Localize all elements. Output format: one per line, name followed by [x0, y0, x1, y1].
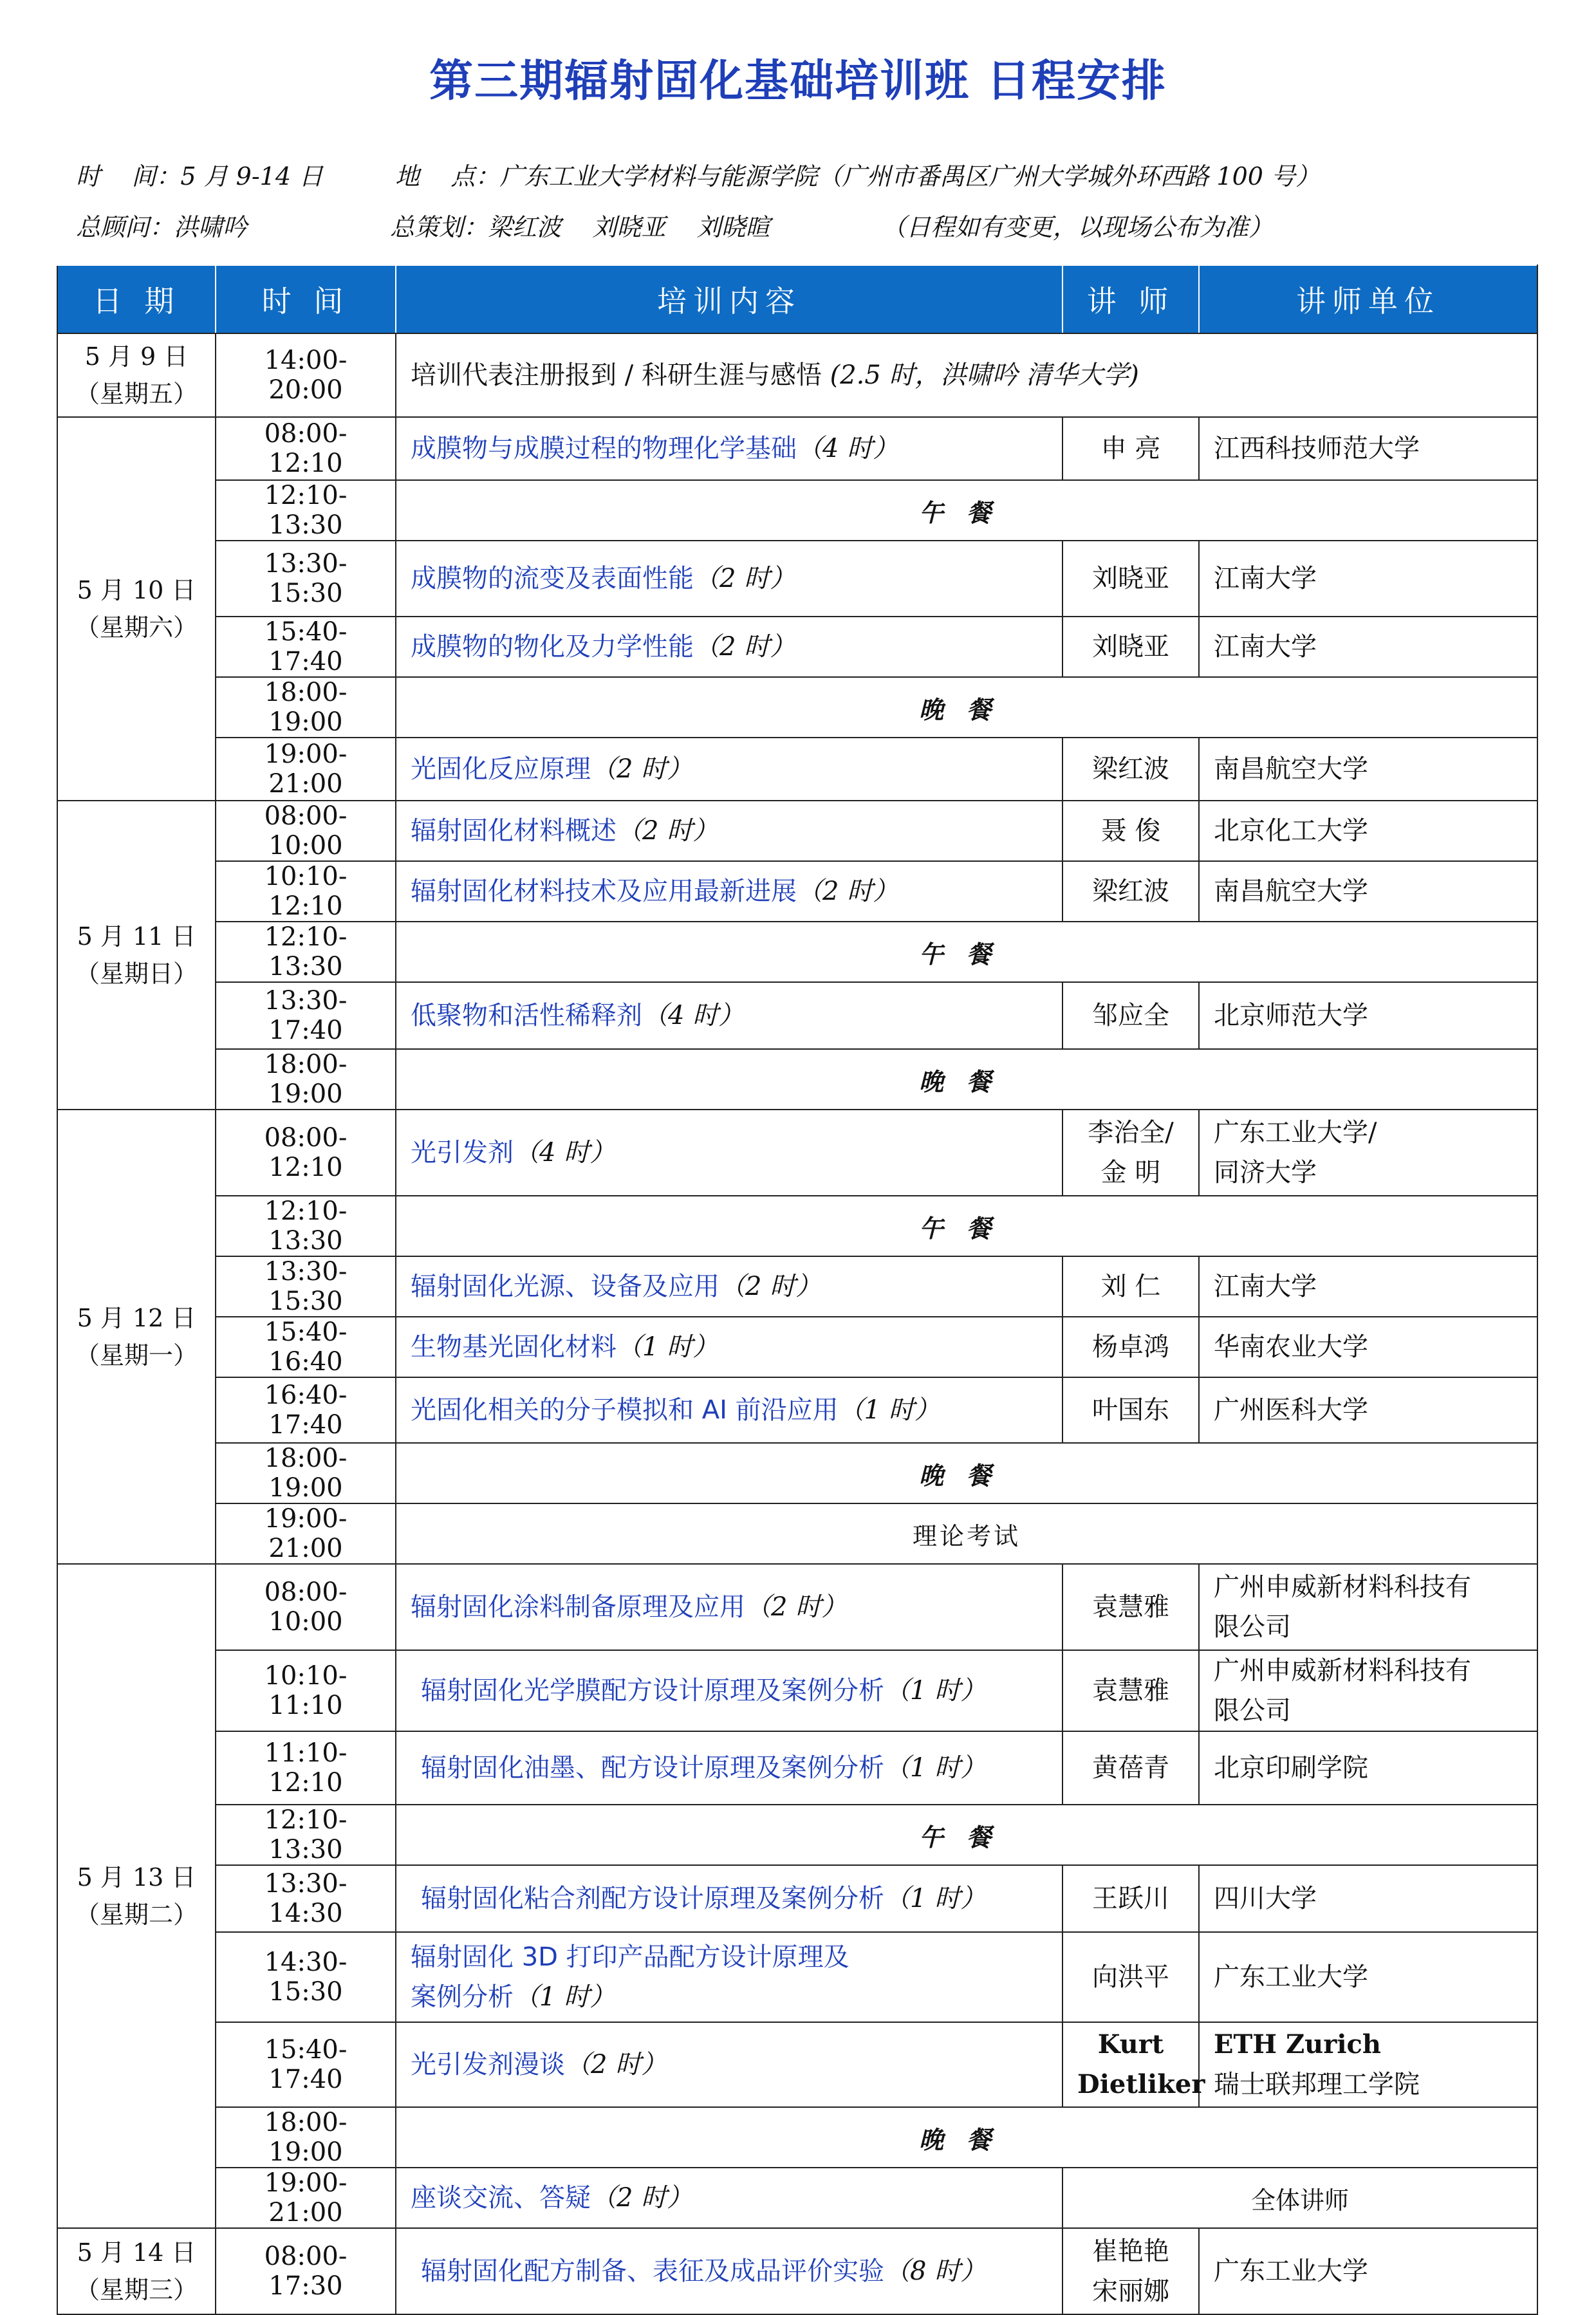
session-time: 18:00-19:00	[216, 677, 396, 738]
session-unit	[1199, 1256, 1537, 1317]
session-title-text: 辐射固化材料技术及应用最新进展	[411, 877, 797, 906]
session-time: 18:00-19:00	[216, 2107, 396, 2168]
day-cell	[57, 801, 216, 1110]
session-title	[396, 1256, 1062, 1317]
lecturer-name: 聂 俊	[1100, 816, 1161, 846]
session-time: 10:10-11:10	[216, 1650, 396, 1731]
unit-name: 北京印刷学院	[1214, 1753, 1368, 1783]
table-row	[57, 738, 1537, 801]
session-title	[396, 2022, 1062, 2107]
unit-name: 北京化工大学	[1214, 816, 1368, 846]
all-lecturers: 全体讲师	[1062, 2168, 1537, 2228]
session-lecturer	[1062, 541, 1199, 617]
table-row	[57, 982, 1537, 1049]
session-title-text: 辐射固化油墨、配方设计原理及案例分析	[421, 1753, 884, 1783]
table-row	[57, 333, 1537, 417]
lecturer-name: 刘晓亚	[1092, 564, 1169, 593]
session-title-text: 辐射固化 3D 打印产品配方设计原理及	[411, 1942, 849, 1972]
session-title	[396, 617, 1062, 677]
session-title-text: 辐射固化涂料制备原理及应用	[411, 1592, 745, 1622]
meal-break: 晚餐	[396, 2107, 1537, 2168]
session-hours: （2 时）	[591, 2183, 693, 2213]
session-lecturer	[1062, 1110, 1199, 1196]
session-time: 12:10-13:30	[216, 1805, 396, 1865]
table-row	[57, 1865, 1537, 1932]
day-cell	[57, 417, 216, 801]
session-title	[396, 801, 1062, 861]
header-time: 时 间	[216, 265, 396, 333]
session-title-text: 培训代表注册报到 / 科研生涯与感悟	[411, 360, 830, 390]
session-hours: （8 时）	[884, 2256, 987, 2286]
table-header-row	[57, 265, 1537, 333]
session-time: 11:10-12:10	[216, 1731, 396, 1805]
session-title	[396, 982, 1062, 1049]
session-lecturer	[1062, 1564, 1199, 1650]
meal-break: 午餐	[396, 1805, 1537, 1865]
session-title	[396, 1110, 1062, 1196]
session-unit	[1199, 1110, 1537, 1196]
session-time: 13:30-17:40	[216, 982, 396, 1049]
session-title	[396, 861, 1062, 922]
lecturer-name: 梁红波	[1092, 754, 1169, 784]
session-time: 13:30-15:30	[216, 541, 396, 617]
session-unit	[1199, 1317, 1537, 1377]
session-unit	[1199, 1564, 1537, 1650]
table-row	[57, 861, 1537, 922]
session-title-text: 辐射固化光学膜配方设计原理及案例分析	[421, 1676, 884, 1706]
exam-session: 理论考试	[396, 1503, 1537, 1564]
session-time: 12:10-13:30	[216, 1196, 396, 1256]
meal-break: 午餐	[396, 1196, 1537, 1256]
session-hours: （2 时）	[719, 1272, 822, 1301]
session-title	[396, 1377, 1062, 1443]
session-time: 18:00-19:00	[216, 1443, 396, 1503]
session-title	[396, 1650, 1062, 1731]
day-weekday: （星期二）	[75, 1901, 198, 1929]
day-date: 5 月 13 日	[77, 1863, 196, 1892]
session-hours: （2 时）	[797, 877, 899, 906]
page-title: 第三期辐射固化基础培训班 日程安排	[429, 56, 1167, 107]
lecturer-name: 邹应全	[1092, 1001, 1169, 1030]
session-title-text: 光引发剂漫谈	[411, 2050, 565, 2079]
lecturer-name: 王跃川	[1092, 1884, 1169, 1913]
session-time: 10:10-12:10	[216, 861, 396, 922]
table-row	[57, 2228, 1537, 2314]
unit-name: 江西科技师范大学	[1214, 434, 1420, 463]
session-hours: （2 时）	[617, 816, 719, 846]
session-time: 14:00-20:00	[216, 333, 396, 417]
session-title	[396, 333, 1537, 417]
unit-name-2: 瑞士联邦理工学院	[1214, 2070, 1420, 2099]
lecturer-name: 杨卓鸿	[1092, 1332, 1169, 1362]
session-hours: （2 时）	[694, 564, 796, 593]
meta-planners: 总策划：梁红波 刘晓亚 刘晓暄	[390, 213, 770, 241]
day-date: 5 月 10 日	[77, 576, 196, 604]
session-hours: （4 时）	[797, 434, 899, 463]
session-hours: （2 时）	[591, 754, 693, 784]
table-row	[57, 417, 1537, 480]
session-time: 15:40-16:40	[216, 1317, 396, 1377]
session-time: 16:40-17:40	[216, 1377, 396, 1443]
session-time: 18:00-19:00	[216, 1049, 396, 1110]
session-hours: （1 时）	[514, 1982, 616, 2012]
session-unit	[1199, 617, 1537, 677]
unit-name-2: 限公司	[1214, 1696, 1291, 1725]
session-title-text: 低聚物和活性稀释剂	[411, 1001, 642, 1030]
session-time: 15:40-17:40	[216, 2022, 396, 2107]
session-lecturer	[1062, 1731, 1199, 1805]
unit-name: 南昌航空大学	[1214, 754, 1368, 784]
session-title	[396, 2228, 1062, 2314]
session-title	[396, 1564, 1062, 1650]
table-row	[57, 617, 1537, 677]
session-time: 08:00-10:00	[216, 801, 396, 861]
session-unit	[1199, 417, 1537, 480]
day-date: 5 月 14 日	[77, 2238, 196, 2267]
header-unit: 讲师单位	[1199, 265, 1537, 333]
table-row	[57, 1731, 1537, 1805]
table-row	[57, 1049, 1537, 1110]
session-lecturer	[1062, 1932, 1199, 2022]
session-unit	[1199, 541, 1537, 617]
schedule-table	[57, 265, 1538, 2315]
session-lecturer	[1062, 1865, 1199, 1932]
table-row	[57, 2107, 1537, 2168]
session-lecturer	[1062, 1377, 1199, 1443]
meta-location: 地 点：广东工业大学材料与能源学院（广州市番禺区广州大学城外环西路 100 号）	[395, 162, 1321, 191]
session-title-text: 光固化反应原理	[411, 754, 591, 784]
session-time: 08:00-10:00	[216, 1564, 396, 1650]
unit-name: 广州申威新材料科技有	[1214, 1656, 1471, 1686]
table-row	[57, 1256, 1537, 1317]
session-title-text: 辐射固化光源、设备及应用	[411, 1272, 719, 1301]
unit-name: 江南大学	[1214, 1272, 1317, 1301]
day-cell	[57, 1110, 216, 1564]
session-title-text: 成膜物的物化及力学性能	[411, 632, 694, 662]
session-unit	[1199, 1650, 1537, 1731]
unit-name: 江南大学	[1214, 632, 1317, 662]
lecturer-name: 梁红波	[1092, 877, 1169, 906]
lecturer-name: 叶国东	[1092, 1395, 1169, 1425]
meal-break: 晚餐	[396, 677, 1537, 738]
session-unit	[1199, 738, 1537, 801]
unit-name: 北京师范大学	[1214, 1001, 1368, 1030]
session-hours: （1 时）	[617, 1332, 719, 1362]
session-title-text-2: 案例分析	[411, 1982, 514, 2012]
session-time: 19:00-21:00	[216, 1503, 396, 1564]
lecturer-name-2: 宋丽娜	[1092, 2276, 1169, 2306]
session-title	[396, 541, 1062, 617]
unit-name: 广州申威新材料科技有	[1214, 1572, 1471, 1602]
session-hours: （2 时）	[745, 1592, 848, 1622]
session-unit	[1199, 1932, 1537, 2022]
table-row	[57, 2022, 1537, 2107]
session-time: 13:30-15:30	[216, 1256, 396, 1317]
session-title	[396, 1865, 1062, 1932]
day-date: 5 月 9 日	[84, 342, 189, 371]
header-lecturer: 讲 师	[1062, 265, 1199, 333]
lecturer-name: 向洪平	[1092, 1962, 1169, 1992]
session-lecturer	[1062, 1317, 1199, 1377]
session-time: 14:30-15:30	[216, 1932, 396, 2022]
session-time: 19:00-21:00	[216, 2168, 396, 2228]
session-unit	[1199, 1377, 1537, 1443]
unit-name: 江南大学	[1214, 564, 1317, 593]
lecturer-name: 刘 仁	[1100, 1272, 1161, 1301]
table-row	[57, 1650, 1537, 1731]
table-row	[57, 1317, 1537, 1377]
lecturer-name: 李治全/	[1088, 1118, 1174, 1148]
session-hours: （1 时）	[838, 1395, 940, 1425]
unit-name: 广东工业大学/	[1214, 1118, 1377, 1148]
day-weekday: （星期五）	[75, 380, 198, 408]
lecturer-name: 崔艳艳	[1092, 2236, 1169, 2266]
session-hours: （2 时）	[694, 632, 796, 662]
table-row	[57, 480, 1537, 541]
lecturer-name: 申 亮	[1100, 434, 1161, 463]
table-row	[57, 801, 1537, 861]
session-unit	[1199, 861, 1537, 922]
day-cell	[57, 333, 216, 417]
table-row	[57, 1564, 1537, 1650]
session-title-text: 光固化相关的分子模拟和 AI 前沿应用	[411, 1395, 839, 1425]
session-hours: （4 时）	[642, 1001, 745, 1030]
table-row	[57, 1443, 1537, 1503]
session-hours: （1 时）	[884, 1884, 987, 1913]
session-hours: （2 时）	[565, 2050, 667, 2079]
unit-name: 广东工业大学	[1214, 2256, 1368, 2286]
lecturer-name-2: 金 明	[1100, 1158, 1161, 1187]
table-row	[57, 1932, 1537, 2022]
session-time: 08:00-17:30	[216, 2228, 396, 2314]
session-lecturer	[1062, 2022, 1205, 2107]
meal-break: 晚餐	[396, 1049, 1537, 1110]
session-time: 19:00-21:00	[216, 738, 396, 801]
table-row	[57, 541, 1537, 617]
session-title	[396, 1932, 1062, 2022]
table-row	[57, 1110, 1537, 1196]
session-title-text: 生物基光固化材料	[411, 1332, 617, 1362]
table-row	[57, 677, 1537, 738]
table-row	[57, 1196, 1537, 1256]
session-time: 12:10-13:30	[216, 922, 396, 982]
session-title-text: 成膜物与成膜过程的物理化学基础	[411, 434, 797, 463]
session-title	[396, 2168, 1062, 2228]
unit-name: 华南农业大学	[1214, 1332, 1368, 1362]
meta-time: 时 间：5 月 9-14 日	[76, 162, 324, 191]
lecturer-name: Kurt	[1097, 2029, 1164, 2059]
day-cell	[57, 1564, 216, 2228]
session-lecturer	[1062, 982, 1199, 1049]
table-row	[57, 2168, 1537, 2228]
day-date: 5 月 12 日	[77, 1304, 196, 1332]
session-title-text: 座谈交流、答疑	[411, 2183, 591, 2213]
lecturer-name: 袁慧雅	[1092, 1592, 1169, 1622]
session-title	[396, 1317, 1062, 1377]
session-time: 08:00-12:10	[216, 417, 396, 480]
day-weekday: （星期日）	[75, 960, 198, 988]
session-title-text: 辐射固化粘合剂配方设计原理及案例分析	[421, 1884, 884, 1913]
unit-name: ETH Zurich	[1214, 2029, 1381, 2059]
session-lecturer	[1062, 417, 1199, 480]
meal-break: 午餐	[396, 922, 1537, 982]
session-title-text: 辐射固化配方制备、表征及成品评价实验	[421, 2256, 884, 2286]
session-title-text: 辐射固化材料概述	[411, 816, 617, 846]
lecturer-name: 黄蓓青	[1092, 1753, 1169, 1783]
unit-name: 广州医科大学	[1214, 1395, 1368, 1425]
session-lecturer	[1062, 861, 1199, 922]
table-row	[57, 1503, 1537, 1564]
day-cell	[57, 2228, 216, 2314]
meta-change-note: （日程如有变更，以现场公布为准）	[882, 213, 1274, 241]
session-hours: (2.5 时，洪啸吟 清华大学)	[830, 360, 1139, 390]
unit-name: 四川大学	[1214, 1884, 1317, 1913]
session-unit	[1199, 1865, 1537, 1932]
session-title	[396, 738, 1062, 801]
table-row	[57, 1377, 1537, 1443]
session-time: 12:10-13:30	[216, 480, 396, 541]
session-lecturer	[1062, 2228, 1199, 2314]
session-unit	[1199, 982, 1537, 1049]
header-content: 培训内容	[396, 265, 1062, 333]
table-row	[57, 1805, 1537, 1865]
session-lecturer	[1062, 801, 1199, 861]
session-lecturer	[1062, 1256, 1199, 1317]
unit-name-2: 同济大学	[1214, 1158, 1317, 1187]
table-row	[57, 922, 1537, 982]
unit-name: 广东工业大学	[1214, 1962, 1368, 1992]
session-time: 15:40-17:40	[216, 617, 396, 677]
session-title	[396, 1731, 1062, 1805]
day-weekday: （星期一）	[75, 1341, 198, 1370]
session-unit	[1199, 2022, 1537, 2107]
day-weekday: （星期六）	[75, 613, 198, 642]
day-weekday: （星期三）	[75, 2276, 198, 2304]
session-hours: （4 时）	[514, 1138, 616, 1167]
meta-advisor: 总顾问：洪啸吟	[76, 213, 248, 241]
unit-name-2: 限公司	[1214, 1612, 1291, 1642]
session-hours: （1 时）	[884, 1676, 987, 1706]
session-title-text: 光引发剂	[411, 1138, 514, 1167]
lecturer-name-2: Dietliker	[1077, 2069, 1205, 2099]
session-time: 08:00-12:10	[216, 1110, 396, 1196]
session-unit	[1199, 801, 1537, 861]
meal-break: 午餐	[396, 480, 1537, 541]
header-date: 日 期	[57, 265, 216, 333]
unit-name: 南昌航空大学	[1214, 877, 1368, 906]
session-lecturer	[1062, 1650, 1199, 1731]
session-lecturer	[1062, 738, 1199, 801]
session-unit	[1199, 1731, 1537, 1805]
session-hours: （1 时）	[884, 1753, 987, 1783]
lecturer-name: 刘晓亚	[1092, 632, 1169, 662]
session-title	[396, 417, 1062, 480]
session-title-text: 成膜物的流变及表面性能	[411, 564, 694, 593]
session-unit	[1199, 2228, 1537, 2314]
session-time: 13:30-14:30	[216, 1865, 396, 1932]
day-date: 5 月 11 日	[77, 922, 196, 951]
lecturer-name: 袁慧雅	[1092, 1676, 1169, 1706]
meal-break: 晚餐	[396, 1443, 1537, 1503]
session-lecturer	[1062, 617, 1199, 677]
